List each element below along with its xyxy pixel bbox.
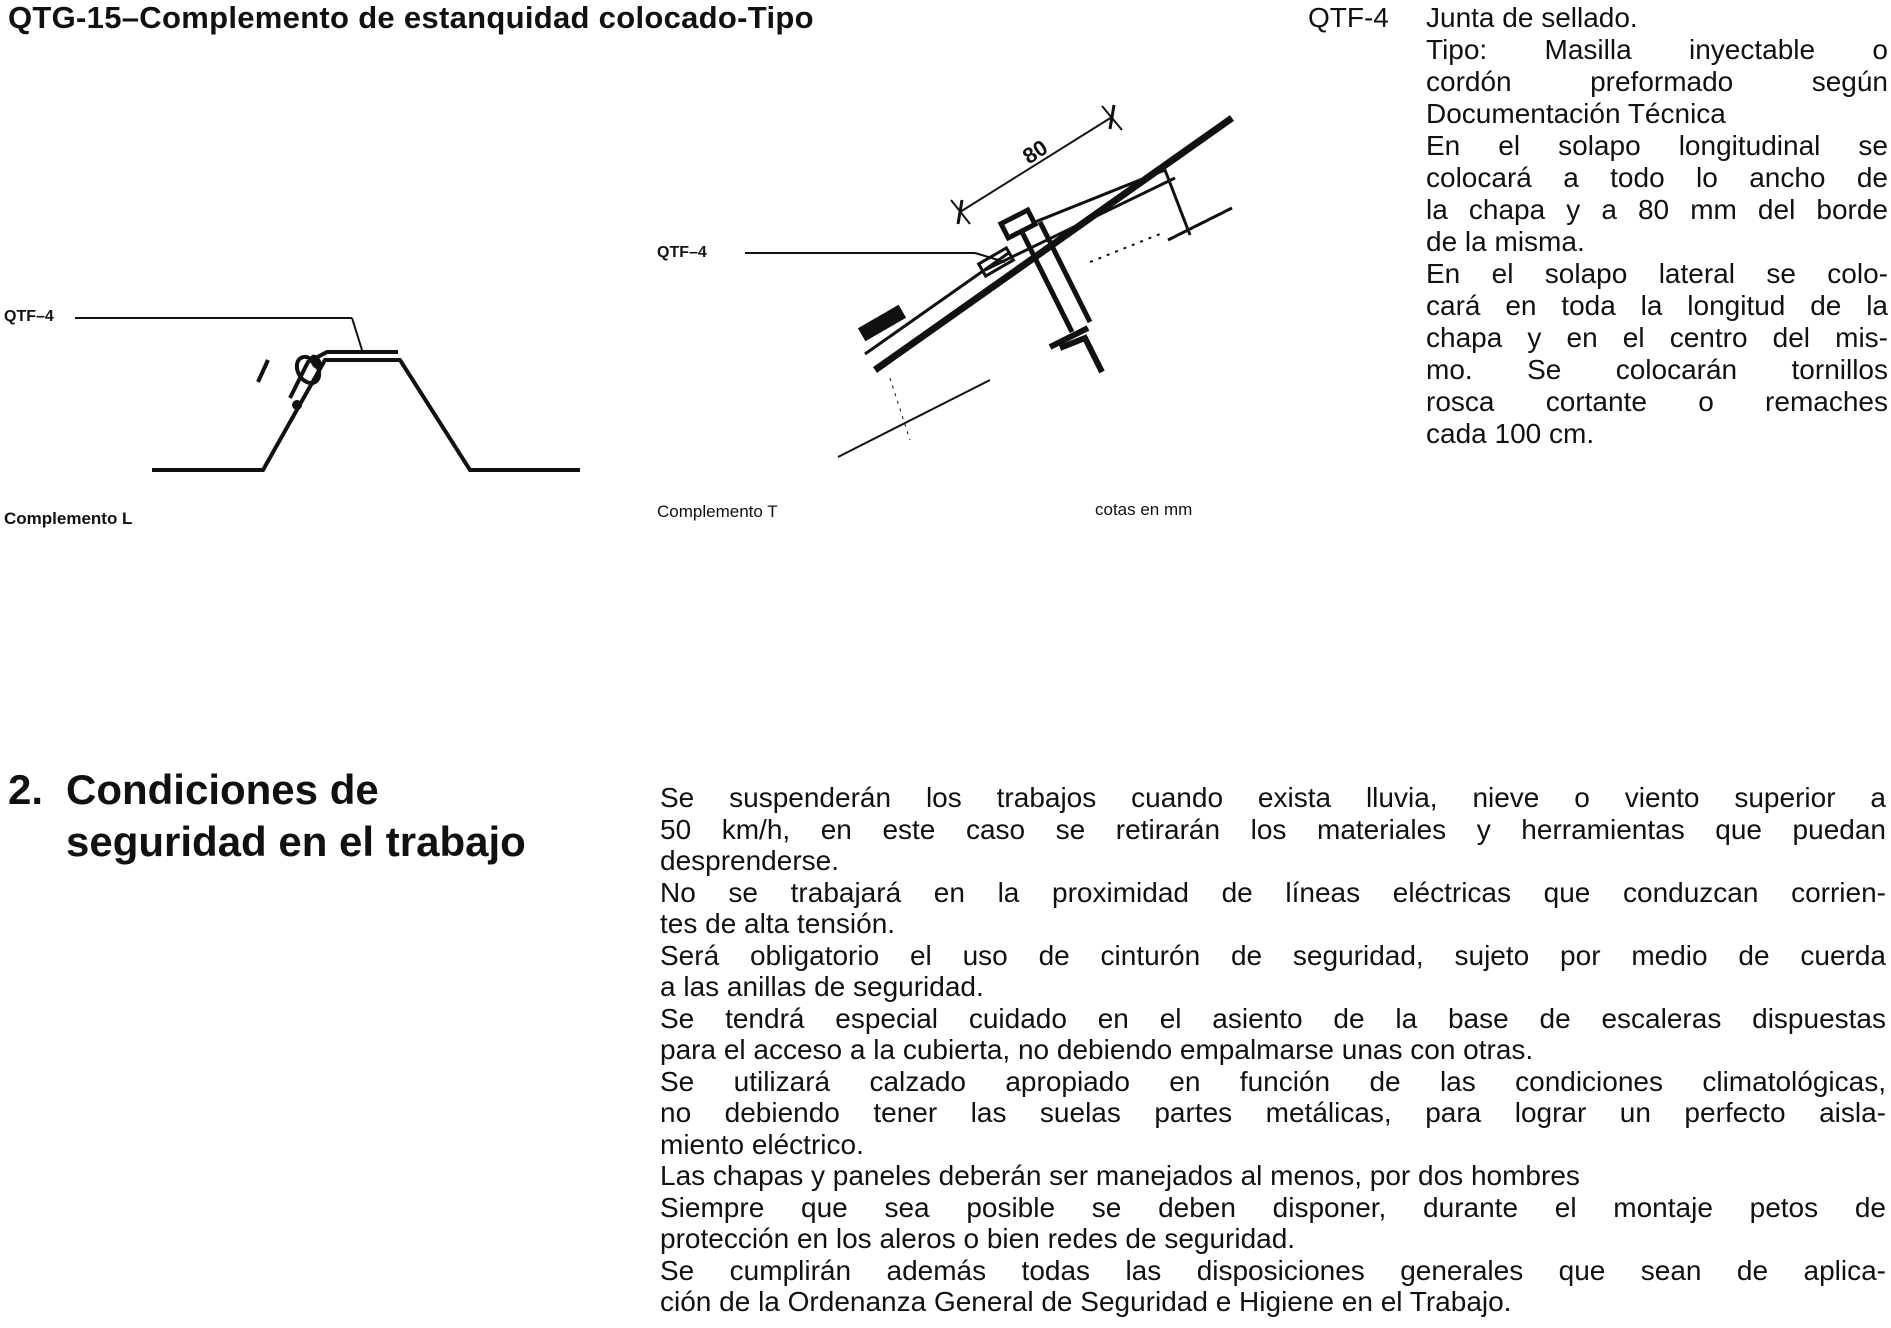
body-line: ción de la Ordenanza General de Seguridad e Higiene en el Trabajo. bbox=[660, 1286, 1512, 1317]
body-line: Se suspenderán los trabajos cuando exista lluvia, nieve o viento superior a bbox=[660, 782, 1886, 813]
spec-line: Documentación Técnica bbox=[1426, 98, 1726, 129]
spec-line: colocará a todo lo ancho de bbox=[1426, 162, 1888, 193]
caption-complemento-t: Complemento T bbox=[657, 502, 778, 521]
section-heading bbox=[8, 764, 526, 868]
figure-title: QTG-15–Complemento de estanquidad colocado-Tipo bbox=[8, 0, 814, 35]
body-line: Será obligatorio el uso de cinturón de seguridad, sujeto por medio de cuerda bbox=[660, 939, 1886, 971]
body-line: Se tendrá especial cuidado en el asiento de la base de escaleras dispuestas bbox=[660, 1002, 1886, 1034]
safety-body-text bbox=[660, 782, 1886, 1318]
spec-line: cordón preformado según bbox=[1426, 66, 1888, 97]
caption-complemento-l: Complemento L bbox=[4, 509, 133, 528]
section-title-line2: seguridad en el trabajo bbox=[66, 818, 526, 865]
body-line: para el acceso a la cubierta, no debiendo empalmarse unas con otras. bbox=[660, 1034, 1534, 1065]
body-line: Las chapas y paneles deberán ser manejados al menos, por dos hombres bbox=[660, 1160, 1580, 1191]
spec-line: cará en toda la longitud de la bbox=[1426, 290, 1888, 321]
spec-code: QTF-4 bbox=[1308, 2, 1389, 33]
body-line: 50 km/h, en este caso se retirarán los materiales y herramientas que puedan bbox=[660, 813, 1886, 845]
body-line: Se utilizará calzado apropiado en función de las condiciones climatológicas, bbox=[660, 1065, 1886, 1097]
spec-lines bbox=[1426, 2, 1888, 450]
figure-complemento-t bbox=[0, 0, 1300, 500]
spec-line: En el solapo longitudinal se bbox=[1426, 130, 1888, 161]
spec-line: Junta de sellado. bbox=[1426, 2, 1638, 33]
spec-line: chapa y en el centro del mis- bbox=[1426, 322, 1888, 353]
section-title-line1: Condiciones de bbox=[66, 766, 379, 813]
spec-line: la chapa y a 80 mm del borde bbox=[1426, 194, 1888, 225]
body-line: desprenderse. bbox=[660, 845, 840, 876]
screw-fastener-t bbox=[1001, 210, 1102, 372]
body-line: No se trabajará en la proximidad de líneas eléctricas que conduzcan corrien- bbox=[660, 876, 1886, 908]
callout-leader-t bbox=[745, 253, 1005, 262]
spec-line: rosca cortante o remaches bbox=[1426, 386, 1888, 417]
body-line: tes de alta tensión. bbox=[660, 908, 896, 939]
dimension-80-label: 80 bbox=[1018, 134, 1053, 169]
body-line: Siempre que sea posible se deben disponer, durante el montaje petos de bbox=[660, 1191, 1886, 1223]
body-line: protección en los aleros o bien redes de seguridad. bbox=[660, 1223, 1296, 1254]
spec-line: En el solapo lateral se colo- bbox=[1426, 258, 1888, 289]
spec-line: Tipo: Masilla inyectable o bbox=[1426, 34, 1888, 65]
section-number: 2. bbox=[8, 766, 44, 813]
callout-qtf4-l: QTF–4 bbox=[4, 308, 54, 325]
spec-block bbox=[1308, 2, 1888, 450]
spec-line: de la misma. bbox=[1426, 226, 1585, 257]
spec-line: cada 100 cm. bbox=[1426, 418, 1595, 449]
roof-sheets-t bbox=[838, 118, 1232, 457]
callout-qtf4-t: QTF–4 bbox=[657, 244, 707, 261]
body-line: no debiendo tener las suelas partes metálicas, para lograr un perfecto aisla- bbox=[660, 1097, 1886, 1128]
body-line: Se cumplirán además todas las disposiciones generales que sean de aplica- bbox=[660, 1254, 1886, 1286]
spec-line: mo. Se colocarán tornillos bbox=[1426, 354, 1888, 385]
units-note: cotas en mm bbox=[1095, 500, 1193, 519]
body-line: a las anillas de seguridad. bbox=[660, 971, 984, 1002]
body-line: miento eléctrico. bbox=[660, 1128, 864, 1160]
